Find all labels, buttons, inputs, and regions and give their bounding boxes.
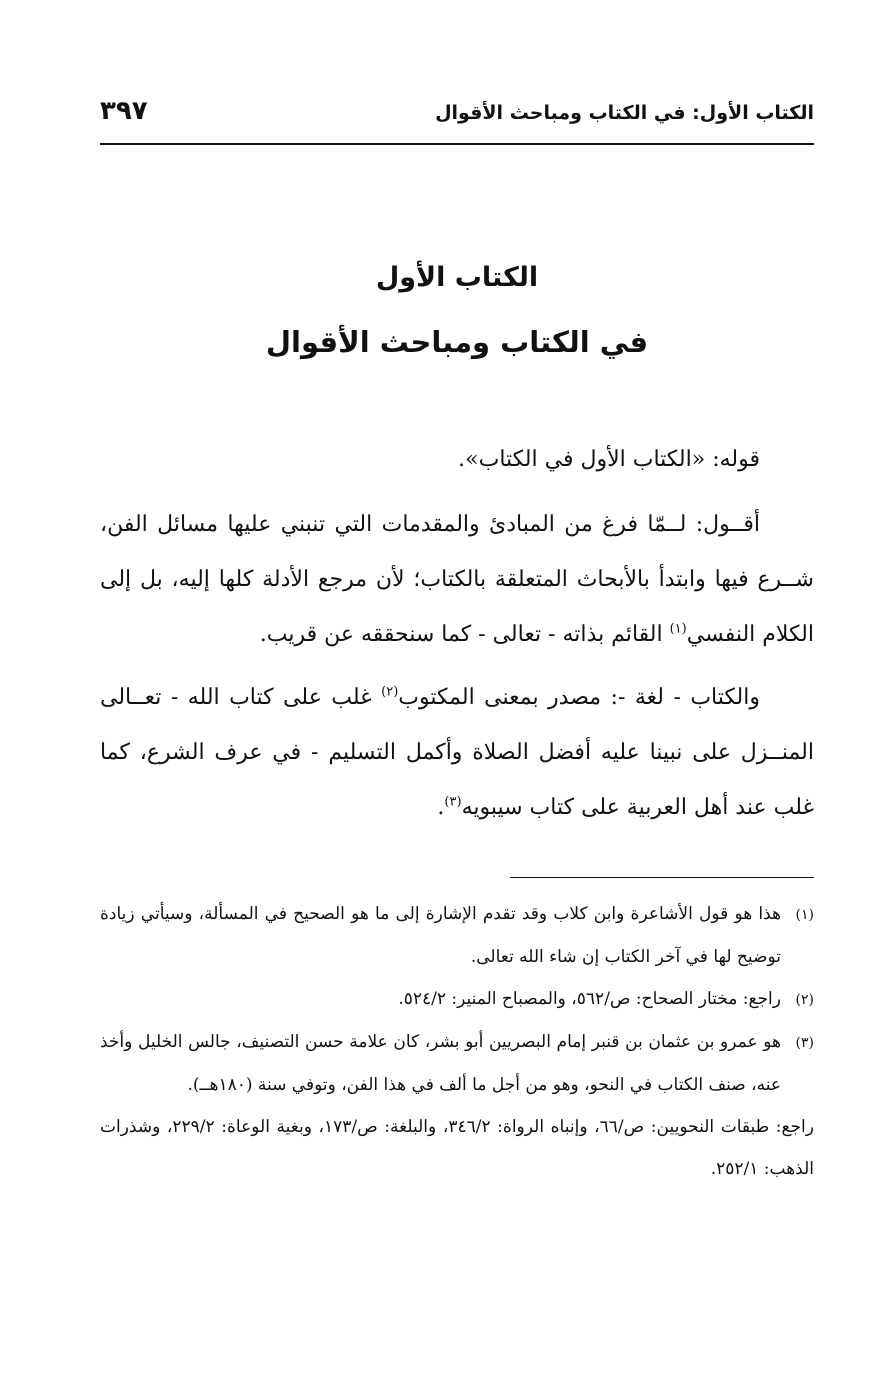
footnote-2 xyxy=(100,978,814,1021)
footnote-text: راجع: مختار الصحاح: ص/٥٦٢، والمصباح المنير: ٥٢٤/٢. xyxy=(398,989,781,1009)
footnote-3-sources: راجع: طبقات النحويين: ص/٦٦، وإنباه الرواة: ٣٤٦/٢، والبلغة: ص/١٧٣، وبغية الوعاة: ٢٢٩/٢، وشذرات الذهب: ٢٥٢/١. xyxy=(100,1117,814,1179)
footnotes xyxy=(100,893,814,1190)
running-title: الكتاب الأول: في الكتاب ومباحث الأقوال xyxy=(435,102,814,124)
paragraph-definition xyxy=(100,670,814,835)
footnote-text: هو عمرو بن عثمان بن قنبر إمام البصريين أبو بشر، كان علامة حسن التصنيف، جالس الخليل وأخذ عنه، صنف الكتاب في النحو، وهو من أجل ما ألف في هذا الفن، وتوفي سنة (١٨٠هــ). xyxy=(100,1032,781,1095)
body-text xyxy=(100,432,814,843)
footnote-divider xyxy=(510,877,814,878)
footnote-ref-3[interactable]: (٣) xyxy=(444,794,462,810)
running-header xyxy=(100,96,814,136)
footnote-number: (١) xyxy=(795,907,814,923)
footnote-number: (٣) xyxy=(795,1035,814,1051)
footnote-ref-2[interactable]: (٢) xyxy=(381,684,399,700)
footnote-ref-1[interactable]: (١) xyxy=(669,621,687,637)
paragraph-commentary xyxy=(100,497,814,662)
paragraph-quote: قوله: «الكتاب الأول في الكتاب». xyxy=(458,447,760,472)
paragraph-text: . xyxy=(437,795,445,820)
footnote-text: هذا هو قول الأشاعرة وابن كلاب وقد تقدم الإشارة إلى ما هو الصحيح في المسألة، وسيأتي زيادة توضيح لها في آخر الكتاب إن شاء الله تعالى. xyxy=(100,904,781,967)
paragraph-text: القائم بذاته - تعالى - كما سنحققه عن قريب. xyxy=(259,622,670,647)
paragraph-text: غلب على كتاب الله - تعــالى المنــزل على نبينا عليه أفضل الصلاة وأكمل التسليم - في عرف الشرع، كما غلب عند أهل العربية على كتاب سيبويه xyxy=(100,685,814,820)
footnote-1 xyxy=(100,893,814,978)
footnote-3 xyxy=(100,1021,814,1106)
page-number: ٣٩٧ xyxy=(100,96,148,126)
paragraph-text: أقــول: لــمّا فرغ من المبادئ والمقدمات التي تنبني عليها مسائل الفن، شــرع فيها وابتدأ بالأبحاث المتعلقة بالكتاب؛ لأن مرجع الأدلة كلها إليه، بل إلى الكلام النفسي xyxy=(100,512,814,647)
header-divider xyxy=(100,143,814,145)
chapter-subtitle: في الكتاب ومباحث الأقوال xyxy=(265,325,649,359)
footnote-number: (٢) xyxy=(795,992,814,1008)
chapter-title: الكتاب الأول xyxy=(375,262,539,293)
paragraph-text: والكتاب - لغة -: مصدر بمعنى المكتوب xyxy=(398,685,760,710)
